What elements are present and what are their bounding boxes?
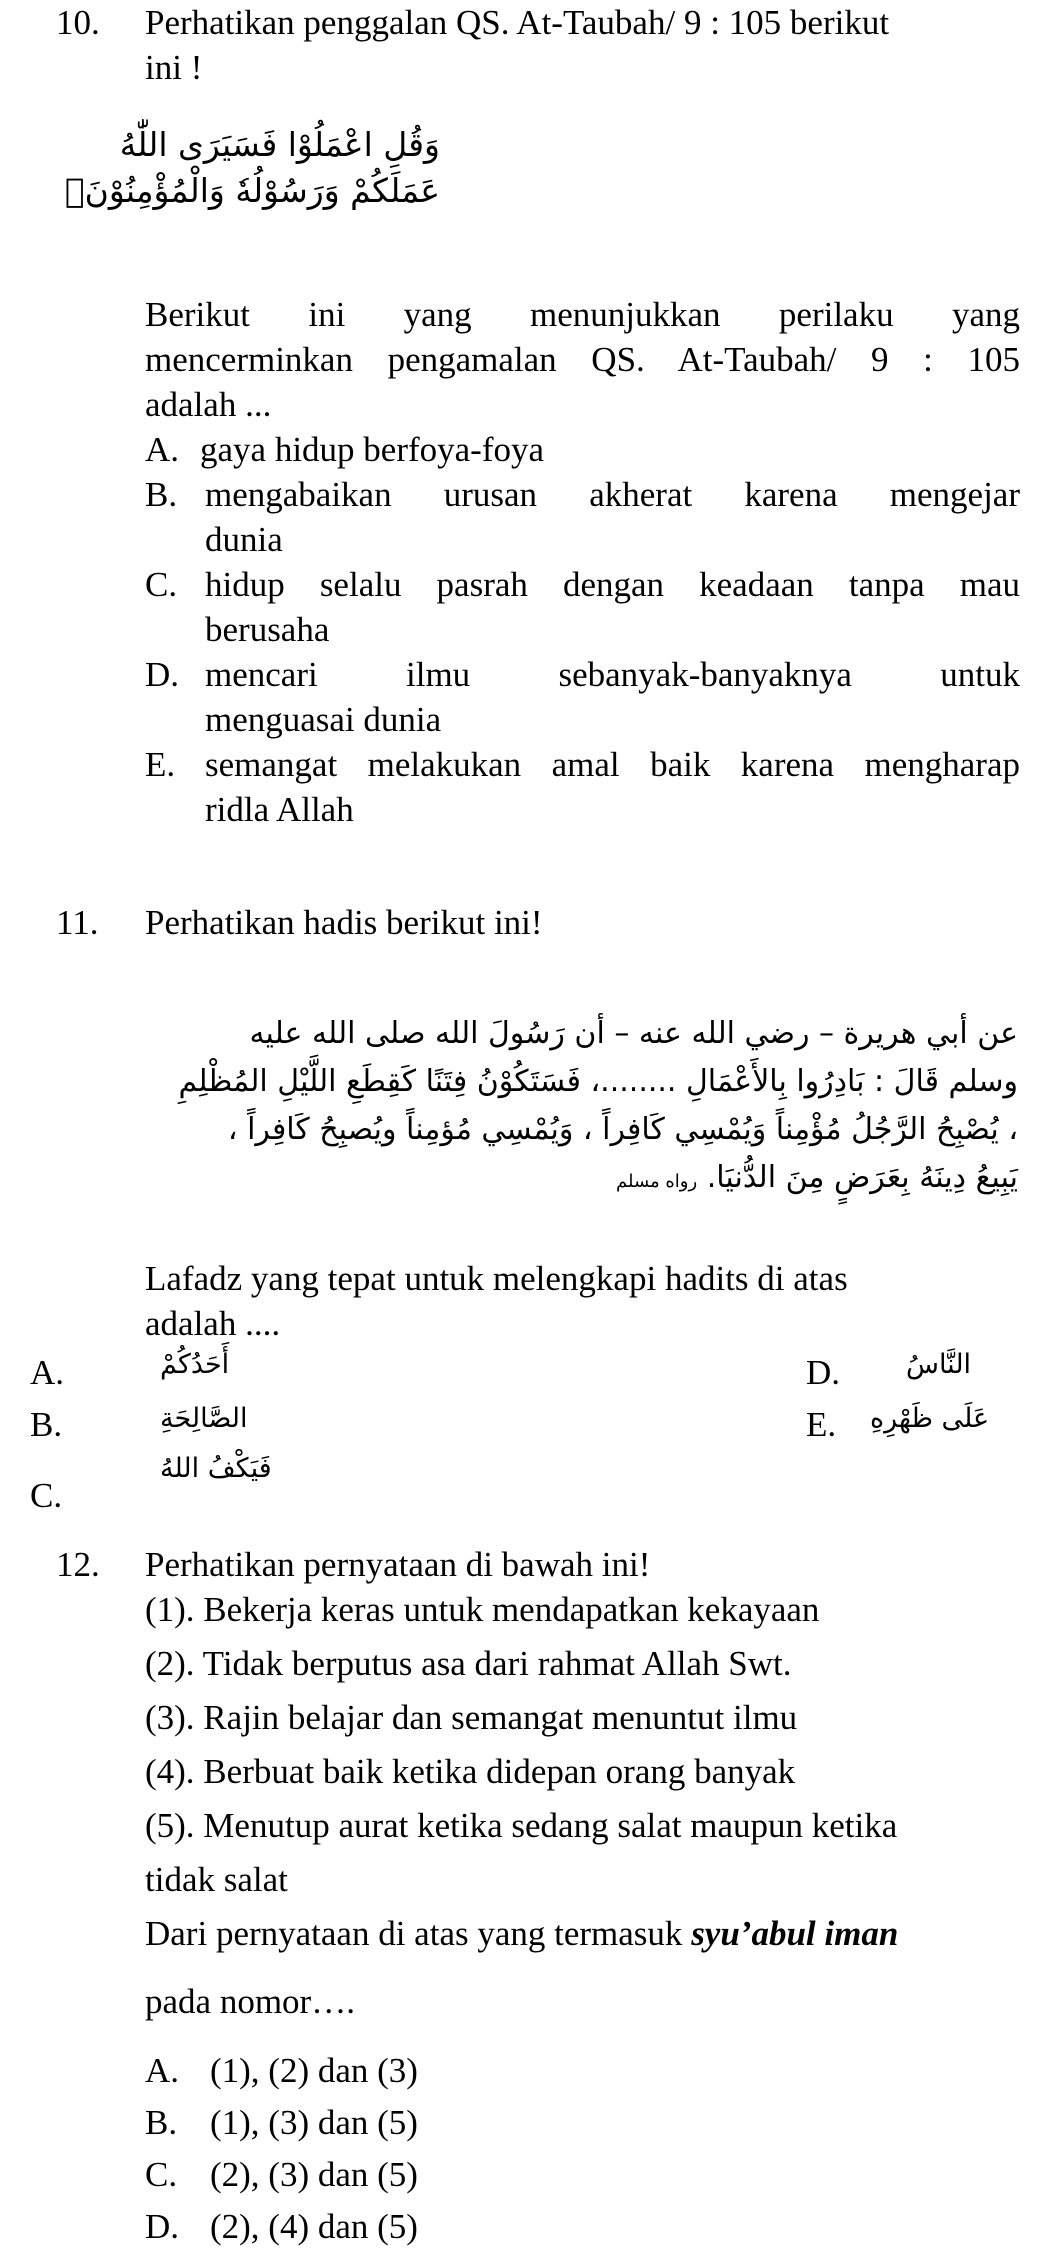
answer-option-c[interactable] (30, 1473, 62, 1518)
option-arabic-d: النَّاسُ (906, 1349, 972, 1380)
option-letter: D. (145, 655, 180, 694)
option-letter: D. (145, 2207, 180, 2246)
option-text: (1), (3) dan (5) (210, 2103, 418, 2142)
statement-item: (1). Bekerja keras untuk mendapatkan kekayaan (145, 1590, 820, 1629)
option-arabic-b: الصَّالِحَةِ (160, 1403, 248, 1434)
option-text: ridla Allah (205, 790, 354, 829)
arabic-verse-line: وَقُلِ اعْمَلُوْا فَسَيَرَى اللّٰهُ (119, 125, 440, 164)
question-prompt: Perhatikan penggalan QS. At-Taubah/ 9 : 105 berikut (145, 3, 890, 42)
option-arabic-e: عَلَى ظَهْرِهِ (870, 1403, 990, 1434)
arabic-verse-line: عَمَلَكُمْ وَرَسُوْلُهٗ وَالْمُؤْمِنُوْنَۗ (64, 171, 440, 210)
option-text: mencari ilmu sebanyak-banyaknya untuk (205, 655, 1020, 694)
option-letter: E. (145, 745, 176, 784)
option-letter: D. (806, 1353, 841, 1392)
hadith-text (28, 1010, 1018, 1206)
stem-line: Lafadz yang tepat untuk melengkapi hadits di atas (145, 1259, 848, 1298)
question-prompt: Perhatikan pernyataan di bawah ini! (145, 1545, 651, 1584)
question-prompt: Perhatikan hadis berikut ini! (145, 903, 543, 942)
option-text: semangat melakukan amal baik karena mengharap (205, 745, 1020, 784)
option-text: mengabaikan urusan akherat karena mengejar (205, 475, 1020, 514)
option-letter: C. (145, 2155, 178, 2194)
stem-line-cont: pada nomor…. (145, 1982, 355, 2021)
question-number: 11. (56, 903, 99, 942)
hadith-line: وسلم قَالَ : بَادِرُوا بِالأَعْمَالِ ........، فَسَتَكُوْنُ فِتَنًا كَقِطَعِ اللَّيْلِ المُظْلِمِ (178, 1064, 1018, 1099)
question-prompt-cont: ini ! (145, 48, 203, 87)
option-text: (2), (3) dan (5) (210, 2155, 418, 2194)
answer-option-b[interactable] (145, 2100, 1020, 2145)
answer-option-d[interactable] (145, 652, 1020, 742)
hadith-line-text: يَبِيعُ دِينَهُ بِعَرَضٍ مِنَ الدُّنيَا. (706, 1160, 1018, 1195)
option-letter: A. (145, 2051, 180, 2090)
answer-option-e[interactable] (806, 1402, 836, 1447)
option-letter: A. (145, 430, 180, 469)
option-arabic-c: فَيَكْفُ اللهُ (160, 1453, 272, 1484)
arabic-verse (30, 122, 440, 214)
stem-line: Berikut ini yang menunjukkan perilaku yang (145, 295, 1020, 334)
answer-option-a[interactable] (145, 427, 1020, 472)
statement-item: (2). Tidak berputus asa dari rahmat Allah Swt. (145, 1644, 792, 1683)
option-text: dunia (205, 520, 283, 559)
question-stem (145, 1256, 1020, 1346)
option-letter: B. (145, 475, 178, 514)
statement-item-cont: tidak salat (145, 1860, 288, 1899)
hadith-line (28, 1154, 1018, 1206)
answer-option-c[interactable] (145, 562, 1020, 652)
answer-option-d[interactable] (145, 2204, 1020, 2249)
option-text: menguasai dunia (205, 700, 442, 739)
option-letter: B. (30, 1405, 63, 1444)
question-number: 12. (56, 1545, 100, 1584)
answer-option-b[interactable] (145, 472, 1020, 562)
answer-option-e[interactable] (145, 742, 1020, 832)
statement-item: (4). Berbuat baik ketika didepan orang banyak (145, 1752, 796, 1791)
stem-emphasis: syu’abul iman (691, 1914, 899, 1953)
option-text: gaya hidup berfoya-foya (200, 430, 545, 469)
statement-item: (5). Menutup aurat ketika sedang salat maupun ketika (145, 1806, 898, 1845)
question-stem (145, 292, 1020, 427)
answer-option-c[interactable] (145, 2152, 1020, 2197)
statement-item: (3). Rajin belajar dan semangat menuntut ilmu (145, 1698, 798, 1737)
question-stem (145, 1911, 1020, 1956)
stem-line: mencerminkan pengamalan QS. At-Taubah/ 9 : 105 (145, 340, 1020, 379)
hadith-source: رواه مسلم (616, 1171, 698, 1192)
answer-option-b[interactable] (30, 1402, 62, 1447)
option-letter: A. (30, 1353, 65, 1392)
option-letter: C. (145, 565, 178, 604)
hadith-line: عن أبي هريرة – رضي الله عنه – أن رَسُولَ الله صلى الله عليه (249, 1016, 1018, 1051)
option-text: (1), (2) dan (3) (210, 2051, 418, 2090)
question-number: 10. (56, 3, 100, 42)
option-text: hidup selalu pasrah dengan keadaan tanpa mau (205, 565, 1020, 604)
option-text: (2), (4) dan (5) (210, 2207, 418, 2246)
hadith-line: ، يُصْبِحُ الرَّجُلُ مُؤْمِناً وَيُمْسِي كَافِراً ، وَيُمْسِي مُؤمِناً ويُصبِحُ كَافِراً ، (227, 1112, 1018, 1147)
option-letter: E. (806, 1405, 837, 1444)
answer-option-a[interactable] (30, 1350, 64, 1395)
answer-option-a[interactable] (145, 2048, 1020, 2093)
stem-text: Dari pernyataan di atas yang termasuk (145, 1914, 692, 1953)
option-letter: C. (30, 1476, 63, 1515)
option-text: berusaha (205, 610, 330, 649)
stem-line: adalah ... (145, 385, 272, 424)
answer-option-d[interactable] (806, 1350, 840, 1395)
option-arabic-a: أَحَدُكُمْ (160, 1349, 230, 1380)
option-letter: B. (145, 2103, 178, 2142)
stem-line: adalah .... (145, 1304, 281, 1343)
